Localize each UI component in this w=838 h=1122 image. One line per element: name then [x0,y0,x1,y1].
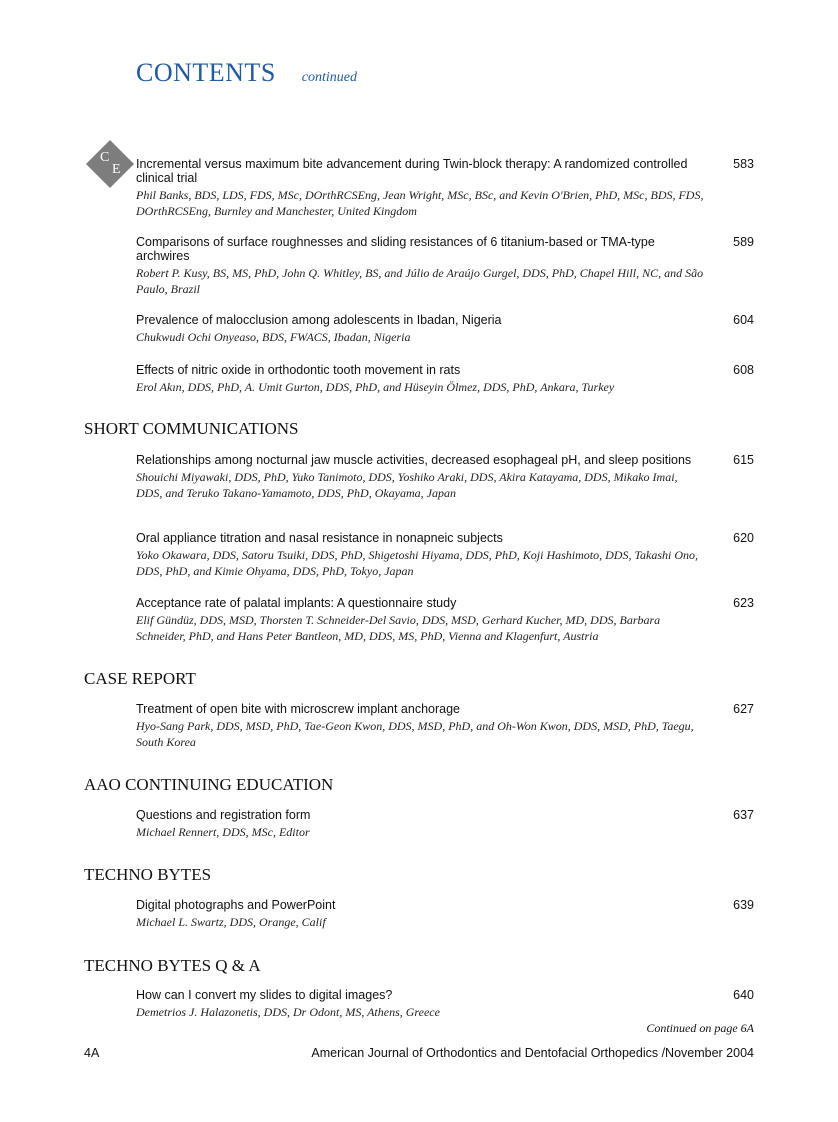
article-authors: Elif Gündüz, DDS, MSD, Thorsten T. Schneider-Del Savio, DDS, MSD, Gerhard Kucher, MD, DDS, Barbara Schneider, PhD, and Hans Peter Bantleon, MD, DDS, MS, PhD, Vienna and Klagenfurt, Austria [136,613,661,643]
article-title[interactable]: Effects of nitric oxide in orthodontic tooth movement in rats [136,363,461,377]
toc-entry[interactable] [136,596,754,644]
article-title[interactable]: Oral appliance titration and nasal resistance in nonapneic subjects [136,531,503,545]
article-authors: Erol Akın, DDS, PhD, A. Umit Gurton, DDS, PhD, and Hüseyin Ölmez, DDS, PhD, Ankara, Turkey [136,380,615,394]
page-number: 620 [733,531,754,545]
footer-page-label: 4A [84,1046,100,1060]
toc-entry[interactable] [136,531,754,579]
page-number: 640 [733,988,754,1002]
article-authors: Shouichi Miyawaki, DDS, PhD, Yuko Tanimoto, DDS, Yoshiko Araki, DDS, Akira Katayama, DDS, Mikako Imai, DDS, and Teruko Takano-Yamamoto, DDS, PhD, Okayama, Japan [136,470,678,500]
page-title: CONTENTS [136,58,276,87]
article-title[interactable]: Treatment of open bite with microscrew implant anchorage [136,702,460,716]
toc-entry[interactable] [136,453,754,501]
article-title[interactable]: Comparisons of surface roughnesses and sliding resistances of 6 titanium-based or TMA-type archwires [136,235,655,263]
page-number: 615 [733,453,754,467]
page-number: 627 [733,702,754,716]
toc-entry[interactable] [136,157,754,219]
page-subtitle: continued [301,70,357,85]
article-title[interactable]: Acceptance rate of palatal implants: A questionnaire study [136,596,457,610]
article-authors: Chukwudi Ochi Onyeaso, BDS, FWACS, Ibadan, Nigeria [136,330,411,344]
page-number: 608 [733,363,754,377]
section-heading: SHORT COMMUNICATIONS [84,419,299,438]
article-authors: Michael Rennert, DDS, MSc, Editor [136,825,310,839]
contents-header [136,58,357,88]
toc-entry[interactable] [136,313,754,345]
page-number: 639 [733,898,754,912]
ce-letter-c: C [100,150,110,165]
page-number: 604 [733,313,754,327]
article-title[interactable]: Questions and registration form [136,808,311,822]
article-title[interactable]: Prevalence of malocclusion among adolescents in Ibadan, Nigeria [136,313,502,327]
article-authors: Phil Banks, BDS, LDS, FDS, MSc, DOrthRCSEng, Jean Wright, MSc, BSc, and Kevin O'Brien, PhD, MSc, BDS, FDS, DOrthRCSEng, Burnley and Manchester, United Kingdom [136,188,704,218]
article-authors: Yoko Okawara, DDS, Satoru Tsuiki, DDS, PhD, Shigetoshi Hiyama, DDS, PhD, Koji Hashimoto, DDS, Takashi Ono, DDS, PhD, and Kimie Ohyama, DDS, PhD, Tokyo, Japan [136,548,699,578]
ce-badge-text [98,150,128,179]
toc-entry[interactable] [136,235,754,297]
page-number: 589 [733,235,754,249]
article-title[interactable]: Relationships among nocturnal jaw muscle activities, decreased esophageal pH, and sleep positions [136,453,692,467]
article-authors: Michael L. Swartz, DDS, Orange, Calif [136,915,326,929]
article-authors: Hyo-Sang Park, DDS, MSD, PhD, Tae-Geon Kwon, DDS, MSD, PhD, and Oh-Won Kwon, DDS, MSD, PhD, Taegu, South Korea [136,719,694,749]
article-title[interactable]: Incremental versus maximum bite advancement during Twin-block therapy: A randomized controlled clinical trial [136,157,688,185]
page-number: 623 [733,596,754,610]
toc-entry[interactable] [136,988,754,1020]
toc-entry[interactable] [136,702,754,750]
section-heading: AAO CONTINUING EDUCATION [84,775,334,794]
article-title[interactable]: Digital photographs and PowerPoint [136,898,336,912]
continued-note: Continued on page 6A [646,1021,754,1035]
section-heading: CASE REPORT [84,669,196,688]
toc-entry[interactable] [136,808,754,840]
article-title[interactable]: How can I convert my slides to digital images? [136,988,393,1002]
article-authors: Robert P. Kusy, BS, MS, PhD, John Q. Whitley, BS, and Júlio de Araújo Gurgel, DDS, PhD, Chapel Hill, NC, and São Paulo, Brazil [136,266,704,296]
page-number: 637 [733,808,754,822]
footer-journal: American Journal of Orthodontics and Dentofacial Orthopedics /November 2004 [311,1046,754,1060]
ce-letter-e: E [112,162,121,177]
section-heading: TECHNO BYTES Q & A [84,956,261,975]
toc-entry[interactable] [136,363,754,395]
page-number: 583 [733,157,754,171]
toc-entry[interactable] [136,898,754,930]
section-heading: TECHNO BYTES [84,865,212,884]
article-authors: Demetrios J. Halazonetis, DDS, Dr Odont, MS, Athens, Greece [136,1005,440,1019]
